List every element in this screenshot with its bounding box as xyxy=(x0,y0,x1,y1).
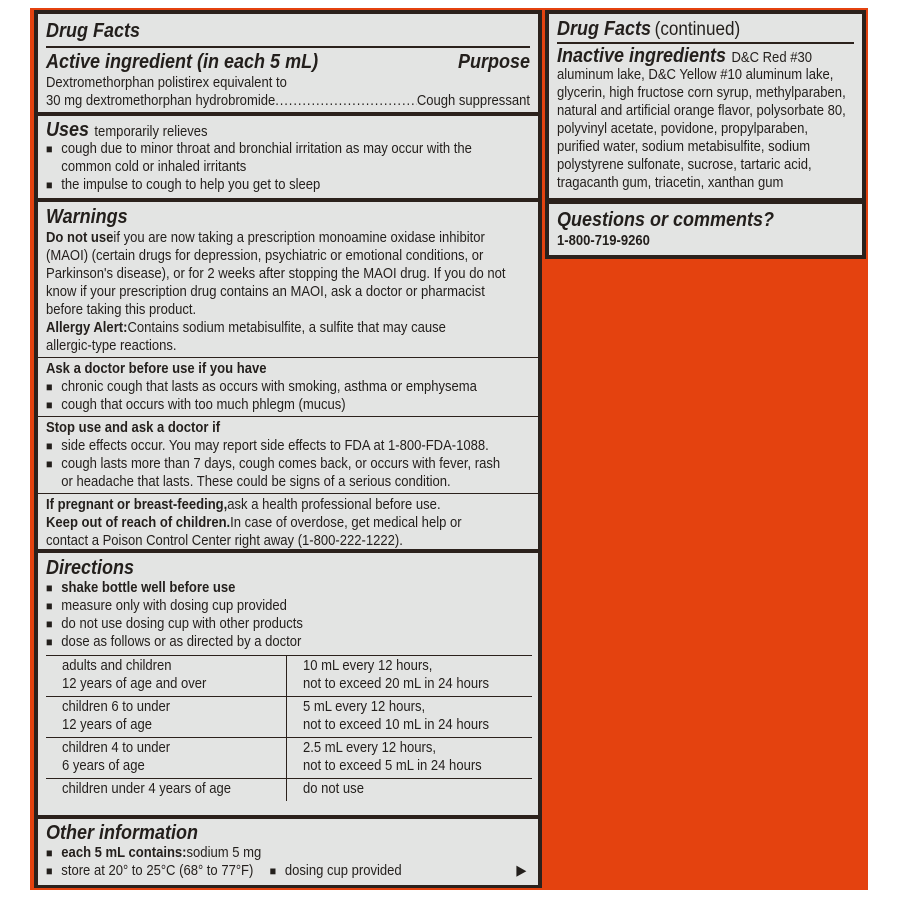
active-ingredient-heading: Active ingredient (in each 5 mL) xyxy=(46,51,319,73)
use-item: the impulse to cough to help you get to sleep xyxy=(61,177,321,193)
direction-item: measure only with dosing cup provided xyxy=(61,598,287,614)
age-cell: children 4 to under xyxy=(62,740,171,756)
inactive-ingredients-text: natural and artificial orange flavor, polysorbate 80, xyxy=(557,103,846,119)
warning-text: Contains sodium metabisulfite, a sulfite that may cause xyxy=(127,320,446,336)
table-row xyxy=(46,656,532,697)
dose-cell: 5 mL every 12 hours, xyxy=(302,699,425,715)
warning-text: know if your prescription drug contains an MAOI, ask a doctor or pharmacist xyxy=(46,284,485,300)
bullet-icon: ■ xyxy=(46,581,53,595)
use-item-cont: common cold or inhaled irritants xyxy=(61,159,247,175)
bullet-icon: ■ xyxy=(46,617,53,631)
divider xyxy=(46,46,530,48)
uses-intro: temporarily relieves xyxy=(94,124,208,140)
dose-cell: not to exceed 20 mL in 24 hours xyxy=(302,676,489,692)
warning-text: Parkinson's disease), or for 2 weeks after stopping the MAOI drug. If you do not xyxy=(46,266,506,282)
bullet-icon: ■ xyxy=(46,457,53,471)
direction-item: do not use dosing cup with other products xyxy=(61,616,303,632)
purpose-heading: Purpose xyxy=(457,51,530,73)
other-info-label: each 5 mL contains: xyxy=(61,845,187,861)
warning-text: ask a health professional before use. xyxy=(227,497,441,513)
bullet-icon: ■ xyxy=(46,864,53,878)
bullet-icon: ■ xyxy=(46,178,53,192)
dose-cell: not to exceed 10 mL in 24 hours xyxy=(302,717,489,733)
warning-item: chronic cough that lasts as occurs with smoking, asthma or emphysema xyxy=(61,379,477,395)
inactive-ingredients-text: tragacanth gum, triacetin, xanthan gum xyxy=(557,175,784,191)
uses-title: Uses xyxy=(46,119,90,141)
warning-item-cont: or headache that lasts. These could be signs of a serious condition. xyxy=(61,474,451,490)
other-info-item: store at 20° to 25°C (68° to 77°F) xyxy=(61,863,254,879)
questions-heading: Questions or comments? xyxy=(557,209,775,231)
direction-item: dose as follows or as directed by a doctor xyxy=(61,634,302,650)
inactive-ingredients-text: D&C Red #30 xyxy=(731,50,812,66)
directions-title: Directions xyxy=(46,557,135,579)
dose-cell: not to exceed 5 mL in 24 hours xyxy=(302,758,482,774)
age-cell: 12 years of age xyxy=(62,717,152,733)
allergy-alert-label: Allergy Alert: xyxy=(46,320,128,336)
drug-facts-continued-section xyxy=(549,14,862,198)
divider xyxy=(38,416,538,417)
other-info-item: dosing cup provided xyxy=(284,863,402,879)
divider xyxy=(38,493,538,494)
phone-number: 1-800-719-9260 xyxy=(557,233,650,249)
ask-doctor-heading: Ask a doctor before use if you have xyxy=(46,361,267,377)
keep-out-label: Keep out of reach of children. xyxy=(46,515,231,531)
inactive-ingredients-text: polystyrene sulfonate, sucrose, tartaric acid, xyxy=(557,157,812,173)
warning-item: cough lasts more than 7 days, cough comes back, or occurs with fever, rash xyxy=(61,456,501,472)
age-cell: 6 years of age xyxy=(62,758,145,774)
age-cell: adults and children xyxy=(62,658,172,674)
warnings-title: Warnings xyxy=(46,206,128,228)
pregnant-label: If pregnant or breast-feeding, xyxy=(46,497,228,513)
bullet-icon: ■ xyxy=(46,439,53,453)
use-item: cough due to minor throat and bronchial irritation as may occur with the xyxy=(61,141,472,157)
table-row xyxy=(46,738,532,779)
dose-cell: do not use xyxy=(302,781,364,797)
stop-use-heading: Stop use and ask a doctor if xyxy=(46,420,221,436)
warning-text: allergic-type reactions. xyxy=(46,338,177,354)
bullet-icon: ■ xyxy=(269,864,277,878)
drug-facts-section xyxy=(38,14,538,112)
direction-item: shake bottle well before use xyxy=(61,580,236,596)
questions-section xyxy=(549,204,862,255)
age-cell: 12 years of age and over xyxy=(62,676,207,692)
other-info-text: sodium 5 mg xyxy=(186,845,262,861)
dot-leader xyxy=(275,92,417,110)
bullet-icon: ■ xyxy=(46,380,53,394)
warning-text: contact a Poison Control Center right away (1-800-222-1222). xyxy=(46,533,403,549)
inactive-ingredients-heading: Inactive ingredients xyxy=(557,45,727,67)
inactive-ingredients-text: glycerin, high fructose corn syrup, methylparaben, xyxy=(557,85,846,101)
ingredient-line: Dextromethorphan polistirex equivalent to xyxy=(46,75,287,91)
bullet-icon: ■ xyxy=(46,142,53,156)
ingredient-line: 30 mg dextromethorphan hydrobromide ..... Cough suppressant xyxy=(46,92,530,110)
warnings-section xyxy=(38,202,538,549)
inactive-ingredients-text: purified water, sodium metabisulfite, sodium xyxy=(557,139,811,155)
divider xyxy=(557,42,854,44)
uses-section xyxy=(38,116,538,198)
bullet-icon: ■ xyxy=(46,635,53,649)
dose-cell: 2.5 mL every 12 hours, xyxy=(302,740,436,756)
continued-label: (continued) xyxy=(654,19,741,40)
inactive-ingredients-text: polyvinyl acetate, povidone, propylparaben, xyxy=(557,121,809,137)
warning-text: In case of overdose, get medical help or xyxy=(230,515,462,531)
dosage-table xyxy=(46,655,532,801)
divider xyxy=(38,357,538,358)
other-information-title: Other information xyxy=(46,822,199,844)
bullet-icon: ■ xyxy=(46,599,53,613)
drug-facts-title: Drug Facts xyxy=(46,20,141,42)
bullet-icon: ■ xyxy=(46,398,53,412)
continue-arrow-icon: ▶ xyxy=(516,863,527,879)
drug-facts-continued-title: Drug Facts xyxy=(557,18,652,40)
inactive-ingredients-text: aluminum lake, D&C Yellow #10 aluminum lake, xyxy=(557,67,834,83)
directions-section xyxy=(38,553,538,815)
dose-cell: 10 mL every 12 hours, xyxy=(302,658,432,674)
age-cell: children under 4 years of age xyxy=(62,781,232,797)
table-row xyxy=(46,697,532,738)
warning-text: (MAOI) (certain drugs for depression, psychiatric or emotional conditions, or xyxy=(46,248,484,264)
warning-text: if you are now taking a prescription monoamine oxidase inhibitor xyxy=(113,230,485,246)
warning-item: cough that occurs with too much phlegm (mucus) xyxy=(61,397,346,413)
table-row xyxy=(46,779,532,802)
do-not-use-label: Do not use xyxy=(46,230,114,246)
other-information-section xyxy=(38,819,538,885)
bullet-icon: ■ xyxy=(46,846,53,860)
warning-item: side effects occur. You may report side effects to FDA at 1-800-FDA-1088. xyxy=(61,438,489,454)
age-cell: children 6 to under xyxy=(62,699,171,715)
warning-text: before taking this product. xyxy=(46,302,197,318)
purpose-text: Cough suppressant xyxy=(416,93,530,109)
